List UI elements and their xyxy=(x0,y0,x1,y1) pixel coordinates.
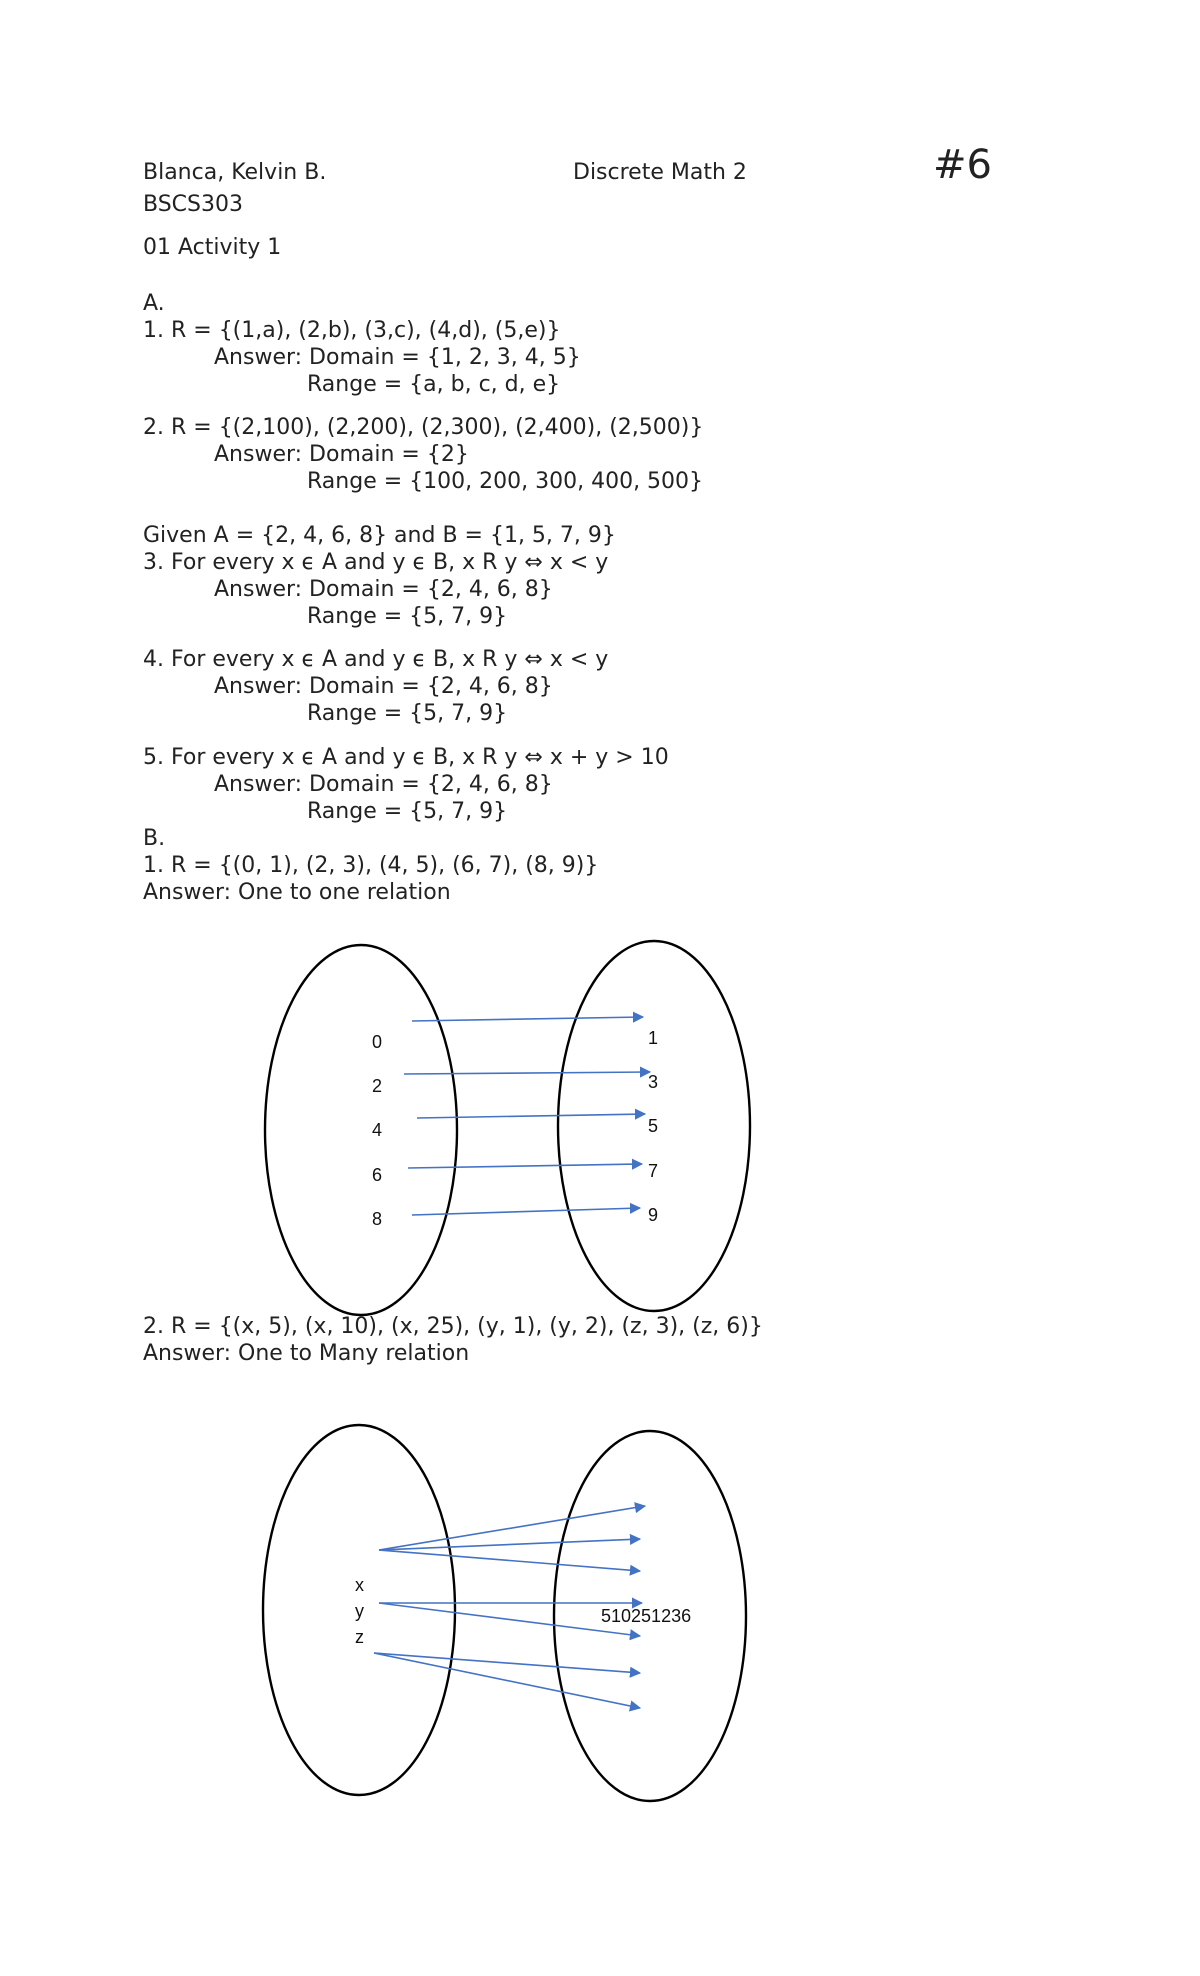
a2-domain: Answer: Domain = {2} xyxy=(214,442,469,467)
mapping-arrow xyxy=(379,1539,640,1550)
domain-label: y xyxy=(355,1601,364,1621)
mapping-arrow xyxy=(412,1017,643,1021)
mapping-arrow xyxy=(408,1164,642,1168)
b1-answer: Answer: One to one relation xyxy=(143,880,451,905)
b2-relation: 2. R = {(x, 5), (x, 10), (x, 25), (y, 1), (y, 2), (z, 3), (z, 6)} xyxy=(143,1314,763,1339)
a2-relation: 2. R = {(2,100), (2,200), (2,300), (2,400), (2,500)} xyxy=(143,415,704,440)
range-label: 7 xyxy=(648,1161,659,1181)
a1-range: Range = {a, b, c, d, e} xyxy=(307,372,561,397)
student-name: Blanca, Kelvin B. xyxy=(143,160,327,185)
mapping-arrow xyxy=(379,1550,640,1571)
domain-label: 2 xyxy=(372,1076,383,1096)
a1-relation: 1. R = {(1,a), (2,b), (3,c), (4,d), (5,e)} xyxy=(143,318,561,343)
mapping-arrow xyxy=(404,1072,650,1074)
a2-range: Range = {100, 200, 300, 400, 500} xyxy=(307,469,704,494)
domain-label: x xyxy=(355,1575,364,1595)
range-label: 1 xyxy=(648,1028,659,1048)
a3-relation: 3. For every x ϵ A and y ϵ B, x R y ⇔ x < y xyxy=(143,550,609,575)
a4-relation: 4. For every x ϵ A and y ϵ B, x R y ⇔ x < y xyxy=(143,647,609,672)
mapping-arrow xyxy=(374,1653,640,1708)
one-to-many-diagram xyxy=(0,1410,1200,1810)
activity-title: 01 Activity 1 xyxy=(143,235,282,260)
given-sets: Given A = {2, 4, 6, 8} and B = {1, 5, 7, 9} xyxy=(143,523,616,548)
domain-label: 8 xyxy=(372,1209,383,1229)
range-label: 5 xyxy=(648,1116,659,1136)
domain-ellipse xyxy=(265,945,457,1315)
a3-range: Range = {5, 7, 9} xyxy=(307,604,508,629)
domain-label: 6 xyxy=(372,1165,383,1185)
part-b-heading: B. xyxy=(143,826,166,851)
mapping-arrow xyxy=(374,1653,640,1673)
domain-label: z xyxy=(355,1627,364,1647)
a3-domain: Answer: Domain = {2, 4, 6, 8} xyxy=(214,577,553,602)
range-label: 3 xyxy=(648,1072,659,1092)
a5-range: Range = {5, 7, 9} xyxy=(307,799,508,824)
a5-relation: 5. For every x ϵ A and y ϵ B, x R y ⇔ x + y > 10 xyxy=(143,745,669,770)
range-label: 510251236 xyxy=(601,1606,692,1626)
domain-label: 0 xyxy=(372,1032,383,1052)
range-label: 9 xyxy=(648,1205,659,1225)
part-a-heading: A. xyxy=(143,291,165,316)
b2-answer: Answer: One to Many relation xyxy=(143,1341,470,1366)
a4-range: Range = {5, 7, 9} xyxy=(307,701,508,726)
course-title: Discrete Math 2 xyxy=(573,160,747,185)
a5-domain: Answer: Domain = {2, 4, 6, 8} xyxy=(214,772,553,797)
one-to-one-diagram xyxy=(0,930,1200,1330)
section-code: BSCS303 xyxy=(143,192,243,217)
mapping-arrow xyxy=(417,1114,645,1118)
activity-number: #6 xyxy=(933,142,992,188)
a4-domain: Answer: Domain = {2, 4, 6, 8} xyxy=(214,674,553,699)
mapping-arrow xyxy=(379,1506,645,1550)
a1-domain: Answer: Domain = {1, 2, 3, 4, 5} xyxy=(214,345,581,370)
domain-label: 4 xyxy=(372,1120,383,1140)
b1-relation: 1. R = {(0, 1), (2, 3), (4, 5), (6, 7), (8, 9)} xyxy=(143,853,599,878)
